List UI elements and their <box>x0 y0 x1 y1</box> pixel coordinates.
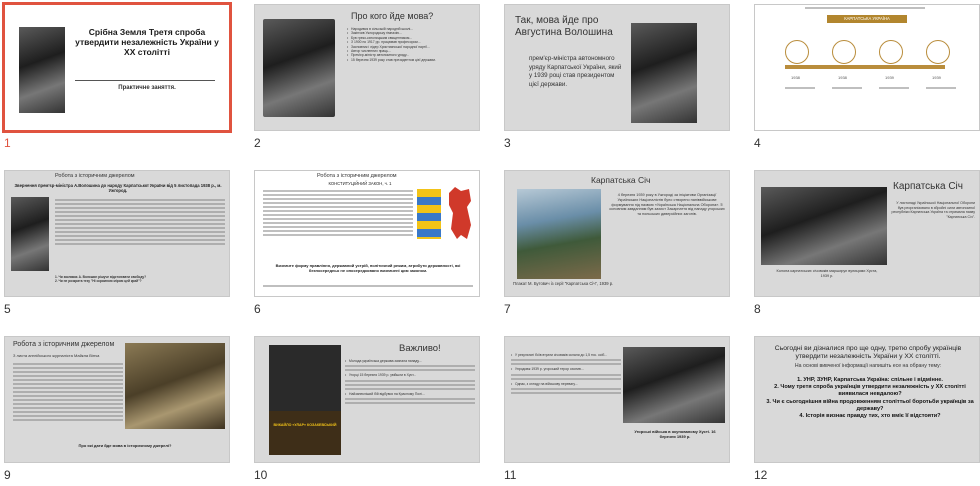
slide-number-9: 9 <box>4 468 11 482</box>
slide4-desc-line <box>926 87 956 89</box>
slide4-banner <box>827 15 907 23</box>
slide8-caption: Колона карпатських січовиків марширує вулицями Хуста, 1939 р. <box>776 269 878 278</box>
slide5-question: 2. Чи не розкрита тезу ''Ні скромною мірою цей край''? <box>55 279 142 284</box>
slide9-text-line <box>13 375 123 377</box>
slide11-text-line <box>511 363 621 365</box>
slide-number-6: 6 <box>254 302 261 316</box>
slide-cell-9 <box>4 336 230 486</box>
bear-icon <box>445 185 475 241</box>
slide6-text-line <box>263 226 413 228</box>
slide6-text-line <box>263 206 413 208</box>
slide2-bullet: • Народився в сільській народній школі... <box>347 27 475 31</box>
slide10-poster <box>269 345 341 455</box>
slide6-flag <box>417 189 441 239</box>
slide10-text-line <box>345 388 475 390</box>
slide9-text-line <box>13 411 123 413</box>
slide11-bullet: • У результаті боїв втрати січовиків склали до 1,5 тис. осіб... <box>511 353 621 357</box>
slide5-text-line <box>55 223 225 225</box>
slide10-bullets <box>345 359 475 406</box>
slide4-timeline <box>785 65 945 69</box>
slide-number-3: 3 <box>504 136 511 150</box>
slide7-text: 4 березня 1939 року в Ужгороді за ініціативи Організації Українських Націоналістів було створено напіввійськове формування під назвою «Українська Національна Оборона». Її основним завданням був захист Закарпаття від нападу угорських та польських диверсійних загонів. <box>609 193 725 217</box>
slide10-text-line <box>345 380 475 382</box>
slide8-title: Карпатська Січ <box>893 181 963 192</box>
slide8-photo <box>761 187 887 265</box>
slide12-topic: 3. Чи є сьогоднішня війна продовженням століттьої боротьби українців за державу? <box>766 398 974 412</box>
slide11-bullet: • Однак, з огляду на військову перевагу... <box>511 382 621 386</box>
slide-thumbnail-7[interactable] <box>504 170 730 297</box>
slide11-bullets <box>511 353 621 396</box>
slide2-portrait <box>263 19 335 117</box>
slide2-bullet: • Закінчив Ужгородську гімназію... <box>347 31 475 35</box>
slide-cell-2 <box>254 4 480 154</box>
slide-number-8: 8 <box>754 302 761 316</box>
slide3-title: Так, мова йде про Августина Волошина <box>515 15 613 38</box>
slide-thumbnail-5[interactable] <box>4 170 230 297</box>
slide11-text-line <box>511 378 621 380</box>
slide12-topic: 1. УНР, ЗУНР, Карпатська Україна: спільне і відмінне. <box>797 377 943 383</box>
slide5-body <box>55 197 225 247</box>
slide-cell-1 <box>4 4 230 154</box>
slide11-text-line <box>511 374 621 376</box>
slide11-text-line <box>511 359 621 361</box>
slide7-caption: Плакат М. Бутович із серії "Карпатська Січ", 1939 р. <box>513 281 614 286</box>
slide6-text-line <box>263 190 413 192</box>
slide2-title: Про кого йде мова? <box>351 11 434 21</box>
slide6-title: Робота з історичним джерелом <box>317 173 397 179</box>
slide9-text-line <box>13 383 123 385</box>
slide-thumbnail-4[interactable] <box>754 4 980 131</box>
slide5-questions <box>55 275 225 283</box>
slide9-title: Робота з історичним джерелом <box>13 341 115 348</box>
slide-thumbnail-3[interactable] <box>504 4 730 131</box>
slide6-footer: Визначте форму правління, державний устрій, політичний режим, атрибути державності, які безпосередньо не опосередковано визначені цим законом. <box>275 263 461 273</box>
slide-thumbnail-9[interactable] <box>4 336 230 463</box>
slide5-question: 1. Чи закликає А. Волошин рішуче відстоювати свободу? <box>55 275 147 279</box>
slide10-bullet: • Найзапекліший бій відбувся на Красному Полі... <box>345 392 475 396</box>
slide-number-10: 10 <box>254 468 268 482</box>
slide4-node-4 <box>926 40 950 64</box>
slide4-node-3 <box>879 40 903 64</box>
slide5-heading: Звернення прем'єр-міністра А.Волошина до народу Карпатської України від 5 листопада 1938 р., м. Ужгород. <box>14 183 222 193</box>
slide2-bullet: • Був греко-католицьким священником... <box>347 36 475 40</box>
slide-cell-7 <box>504 170 730 320</box>
slide6-body <box>263 188 413 238</box>
slide-number-11: 11 <box>504 468 517 482</box>
slide12-title: Сьогодні ви дізналися про ще одну, третю спробу українців утвердити незалежність України у ХХ столітті. <box>774 345 962 361</box>
slide4-year-1: 1938 <box>791 75 800 80</box>
slide-cell-4 <box>754 4 980 154</box>
slide11-bullet: • Упродовж 1939 р. угорський терор охопив... <box>511 367 621 371</box>
slide-thumbnail-8[interactable] <box>754 170 980 297</box>
slide4-year-3: 1939 <box>885 75 894 80</box>
slide6-text-line <box>263 222 413 224</box>
slide-cell-8 <box>754 170 980 320</box>
slide5-text-line <box>55 207 225 209</box>
slide9-text-line <box>13 363 123 365</box>
slide5-text-line <box>55 219 225 221</box>
slide6-text-line <box>263 202 413 204</box>
slide9-text-line <box>13 407 123 409</box>
slide-thumbnail-11[interactable] <box>504 336 730 463</box>
slide2-bullets <box>347 27 475 62</box>
slide-thumbnail-12[interactable] <box>754 336 980 463</box>
slide10-bullet: • Молода українська держава зазнала нападу... <box>345 359 475 363</box>
slide5-title: Робота з історичним джерелом <box>55 173 135 179</box>
slide4-node-2 <box>832 40 856 64</box>
slide6-coat-of-arms <box>445 185 475 241</box>
slide2-bullet: • З 1900 по 1917 рр. працював професором... <box>347 40 475 44</box>
slide5-text-line <box>55 227 225 229</box>
slide9-text-line <box>13 395 123 397</box>
slide1-title: Срібна Земля Третя спроба утвердити незалежність України у ХХ столітті <box>75 27 219 57</box>
slide2-bullet: • Прем'єр-міністр автономного уряду... <box>347 53 475 57</box>
slide10-text-line <box>345 369 475 371</box>
slide11-text-line <box>511 392 621 394</box>
slide4-desc-line <box>879 87 909 89</box>
slide2-bullet: • Автор численних праць... <box>347 49 475 53</box>
slide12-topics <box>765 377 975 420</box>
slide5-text-line <box>55 211 225 213</box>
slide3-text: прем'єр-міністра автономного уряду Карпатської України, який у 1939 році став президентом цієї держави. <box>529 55 622 88</box>
slide6-heading: КОНСТИТУЦІЙНИЙ ЗАКОН, ч. 1 <box>328 181 392 186</box>
slide-cell-12 <box>754 336 980 486</box>
slide9-body <box>13 361 123 423</box>
slide8-text: У листопаді Української Національної Оборони був реорганізовано в збройні сили автономної республіки Карпатська Україна та отримала назву "Карпатська Січ". <box>891 201 975 219</box>
slide5-text-line <box>55 235 225 237</box>
slide2-bullet: • 15 березня 1939 року став президентом цієї держави. <box>347 58 475 62</box>
slide9-text-line <box>13 371 123 373</box>
slide-cell-3 <box>504 4 730 154</box>
slide5-portrait <box>11 197 49 271</box>
slide-cell-11 <box>504 336 730 486</box>
slide12-topic: 4. Історія визнає правду тих, хто вміє її відстояти? <box>799 413 941 420</box>
slide10-text-line <box>345 365 475 367</box>
slide6-text-line <box>263 218 413 220</box>
slide1-rule <box>75 80 215 81</box>
slide11-text-line <box>511 388 621 390</box>
slide-number-1: 1 <box>4 136 11 150</box>
slide4-year-4: 1939 <box>932 75 941 80</box>
slide-number-4: 4 <box>754 136 761 150</box>
slide9-text-line <box>13 367 123 369</box>
slide4-node-1 <box>785 40 809 64</box>
slide10-title: Важливо! <box>399 343 441 354</box>
slide3-portrait <box>631 23 697 123</box>
slide-thumbnail-2[interactable] <box>254 4 480 131</box>
slide6-text-line <box>263 198 413 200</box>
slide1-subtitle: Практичне заняття. <box>118 85 176 91</box>
slide5-text-line <box>55 203 225 205</box>
slide5-text-line <box>55 239 225 241</box>
slide9-text-line <box>13 419 123 421</box>
slide4-heading-line <box>805 7 925 9</box>
slide10-bullet: • Угорці 15 березня 1939 р. увійшли в Хуст... <box>345 373 475 377</box>
slide6-text-line <box>263 234 413 236</box>
slide-cell-6 <box>254 170 480 320</box>
slide12-sub: На основі вивченої інформації напишіть есе на обрану тему: <box>794 363 942 369</box>
slide5-text-line <box>55 243 225 245</box>
slide4-banner-text: КАРПАТСЬКА УКРАЇНА <box>844 16 890 21</box>
slide6-footnote-line <box>263 285 473 287</box>
slide6-text-line <box>263 210 413 212</box>
slide10-text-line <box>345 398 475 400</box>
slide6-text-line <box>263 230 413 232</box>
slide5-text-line <box>55 215 225 217</box>
slide10-text-line <box>345 384 475 386</box>
slide11-caption: Угорські війська в окупованому Хусті. 16 березня 1939 р. <box>634 429 716 439</box>
slide9-text-line <box>13 387 123 389</box>
slide7-poster <box>517 189 601 279</box>
slide-number-12: 12 <box>754 468 768 482</box>
slide-thumbnail-6[interactable] <box>254 170 480 297</box>
slide6-text-line <box>263 214 413 216</box>
slide2-bullet: • Засновник і лідер Християнської народної партії... <box>347 45 475 49</box>
slide-cell-5 <box>4 170 230 320</box>
slide9-text-line <box>13 403 123 405</box>
slide5-text-line <box>55 231 225 233</box>
slide10-text-line <box>345 402 475 404</box>
slide1-illustration <box>19 27 65 113</box>
slide-number-7: 7 <box>504 302 511 316</box>
slide4-desc-line <box>785 87 815 89</box>
slide9-text-line <box>13 391 123 393</box>
slide-thumbnail-10[interactable] <box>254 336 480 463</box>
slide5-text-line <box>55 199 225 201</box>
slide9-text-line <box>13 379 123 381</box>
slide4-year-2: 1938 <box>838 75 847 80</box>
slide12-topic: 2. Чому третя спроба українців утвердити незалежність у ХХ столітті виявилася невдалою? <box>774 384 966 398</box>
slide10-poster-caption: ВИКАЙЛО «УЛАР» КОЗАКЕВСЬКИЙ <box>273 423 337 427</box>
slide9-photo <box>125 343 225 429</box>
slide7-title: Карпатська Січ <box>591 175 651 185</box>
slide9-heading: З листа англійського журналіста Майкла Вінча <box>13 353 100 358</box>
slide6-text-line <box>263 194 413 196</box>
slide9-text-line <box>13 415 123 417</box>
slide4-desc-line <box>832 87 862 89</box>
slide9-text-line <box>13 399 123 401</box>
slide-cell-10 <box>254 336 480 486</box>
slide11-photo <box>623 347 725 423</box>
slide9-question: Про які дати йде мова в історичному джерелі? <box>78 443 172 448</box>
slide-number-5: 5 <box>4 302 11 316</box>
slide-number-2: 2 <box>254 136 261 150</box>
slide-thumbnail-1[interactable] <box>4 4 230 131</box>
